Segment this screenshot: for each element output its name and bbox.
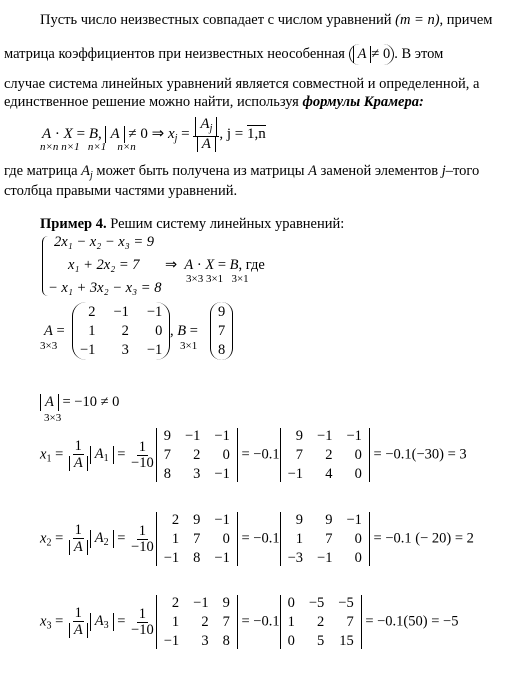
vector-B-label: , B = bbox=[170, 323, 198, 339]
matrix-cell: 3 bbox=[121, 342, 129, 358]
matrix-cell: −1 bbox=[80, 342, 96, 358]
matrix-cell: −1 bbox=[184, 428, 201, 444]
matrix-cell: 7 bbox=[346, 614, 354, 630]
matrix-cell: −1 bbox=[287, 466, 304, 482]
matrix-cell: 9 bbox=[193, 512, 201, 528]
matrix-cell: −3 bbox=[287, 550, 304, 566]
matrix-cell: 0 bbox=[287, 633, 295, 649]
matrix-cell: 0 bbox=[155, 323, 163, 339]
system-eq-1: 2x₁ − x₂ − x₃ = 9 bbox=[54, 234, 155, 250]
matrix-cell: 15 bbox=[339, 633, 354, 649]
matrix-A bbox=[72, 302, 170, 360]
matrix-cell: 4 bbox=[325, 466, 333, 482]
matrix-cell: −1 bbox=[214, 466, 230, 482]
matrix-cell: 0 bbox=[354, 466, 362, 482]
matrix-cell: 7 bbox=[218, 323, 226, 339]
matrix-cell: 0 bbox=[222, 447, 230, 463]
matrix-cell: 1 bbox=[171, 531, 180, 547]
intro-line-3: случае система линейных уравнений является совместной и определенной, а bbox=[4, 76, 480, 92]
system-sizes: 3×3 3×1 3×1 bbox=[186, 273, 249, 285]
formula-subscripts: n×n n×1 n×1 n×n bbox=[40, 141, 136, 153]
matrix-cell: 9 bbox=[222, 595, 230, 611]
matrix-cell: 5 bbox=[317, 633, 325, 649]
matrix-cell: 2 bbox=[317, 614, 325, 630]
matrix-cell: −5 bbox=[308, 595, 325, 611]
matrix-cell: 7 bbox=[193, 531, 201, 547]
intro-line-1: Пусть число неизвестных совпадает с числом уравнений (m = n), причем bbox=[40, 12, 493, 28]
matrix-cell: 2 bbox=[201, 614, 209, 630]
matrix-cell: 0 bbox=[354, 447, 362, 463]
matrix-cell: 0 bbox=[287, 595, 295, 611]
matrix-cell: 9 bbox=[325, 512, 333, 528]
matrix-cell: 2 bbox=[325, 447, 333, 463]
matrix-cell: 0 bbox=[222, 531, 230, 547]
matrix-cell: −1 bbox=[317, 428, 333, 444]
matrix-cell: 2 bbox=[88, 304, 96, 320]
matrix-cell: −1 bbox=[146, 304, 163, 320]
det-A: A = −10 ≠ 0 bbox=[40, 394, 119, 411]
matrix-cell: 8 bbox=[163, 466, 171, 482]
matrix-cell: −1 bbox=[163, 550, 180, 566]
matrix-cell: 9 bbox=[295, 428, 304, 444]
matrix-cell: 2 bbox=[121, 323, 129, 339]
intro-line-2: матрица коэффициентов при неизвестных неособенная A ≠ 0 . В этом bbox=[4, 44, 520, 65]
matrix-cell: 3 bbox=[193, 466, 201, 482]
matrix-cell: 2 bbox=[171, 512, 180, 528]
matrix-cell: −1 bbox=[146, 342, 163, 358]
solution-row-x3: $x_3$ = $\frac{1}{A}$ $A_3$ = $\frac{1}{-10}$ 2 −1 9 1 2 7 −1 3 8 = −0.1 0 −5 −5 1 2 7 0 5 15 = −0.1(50) = −5 bbox=[40, 595, 459, 649]
solution-row-x1: $x_1$ = $\frac{1}{A}$ $A_1$ = $\frac{1}{-10}$ 9 −1 −1 7 2 0 8 3 −1 = −0.1 9 −1 −1 7 2 0 −1 4 0 = −0.1(−30) = 3 bbox=[40, 428, 467, 482]
matrix-cell: 1 bbox=[171, 614, 180, 630]
matrix-cell: 0 bbox=[354, 550, 362, 566]
matrix-cell: 3 bbox=[201, 633, 209, 649]
matrix-cell: 7 bbox=[222, 614, 230, 630]
solution-row-x2: $x_2$ = $\frac{1}{A}$ $A_2$ = $\frac{1}{-10}$ 2 9 −1 1 7 0 −1 8 −1 = −0.1 9 9 −1 1 7 0 −3 −1 0 = −0.1 (− 20) = 2 bbox=[40, 512, 474, 566]
matrix-cell: −1 bbox=[193, 595, 209, 611]
matrix-cell: −1 bbox=[346, 512, 362, 528]
matrix-cell: −1 bbox=[346, 428, 362, 444]
matrix-cell: −1 bbox=[113, 304, 129, 320]
matrix-cell: 9 bbox=[295, 512, 304, 528]
matrix-cell: 9 bbox=[218, 304, 226, 320]
vector-B-size: 3×1 bbox=[180, 340, 198, 352]
matrix-A-size: 3×3 bbox=[40, 340, 58, 352]
system-eq-3: − x₁ + 3x₂ − x₃ = 8 bbox=[48, 280, 162, 296]
after-line-1: где матрица $A_j$ может быть получена из матрицы A заменой элементов j–того bbox=[4, 163, 480, 181]
intro-line-4: единственное решение можно найти, используя формулы Крамера: bbox=[4, 94, 424, 110]
matrix-cell: 8 bbox=[193, 550, 201, 566]
example-heading: Пример 4. Решим систему линейных уравнений: bbox=[40, 216, 345, 232]
matrix-cell: 2 bbox=[193, 447, 201, 463]
matrix-cell: −1 bbox=[163, 633, 180, 649]
system-eq-2: x₁ + 2x₂ = 7 bbox=[68, 257, 140, 273]
matrix-cell: 7 bbox=[325, 531, 333, 547]
matrix-cell: 1 bbox=[295, 531, 304, 547]
matrix-cell: 7 bbox=[295, 447, 304, 463]
matrix-cell: 1 bbox=[287, 614, 295, 630]
vector-B bbox=[210, 302, 233, 360]
system-matrix-form: ⇒ A · X = B, где bbox=[165, 257, 265, 273]
matrix-cell: 9 bbox=[163, 428, 171, 444]
matrix-A-label: A = bbox=[44, 323, 65, 339]
det-A-size: 3×3 bbox=[44, 412, 62, 424]
matrix-cell: 1 bbox=[88, 323, 96, 339]
matrix-cell: 2 bbox=[171, 595, 180, 611]
matrix-cell: 7 bbox=[163, 447, 171, 463]
matrix-cell: −1 bbox=[214, 428, 230, 444]
matrix-cell: 8 bbox=[222, 633, 230, 649]
after-line-2: столбца правыми частями уравнений. bbox=[4, 183, 238, 199]
cramer-formula: A · X = B, A ≠ 0 ⇒ $x_j$ = $\frac{A_j}{A}$ , j = 1,n bbox=[42, 116, 266, 153]
matrix-cell: −1 bbox=[214, 550, 230, 566]
matrix-cell: −1 bbox=[214, 512, 230, 528]
matrix-cell: 0 bbox=[354, 531, 362, 547]
matrix-cell: 8 bbox=[218, 342, 226, 358]
matrix-cell: −5 bbox=[338, 595, 354, 611]
matrix-cell: −1 bbox=[317, 550, 333, 566]
